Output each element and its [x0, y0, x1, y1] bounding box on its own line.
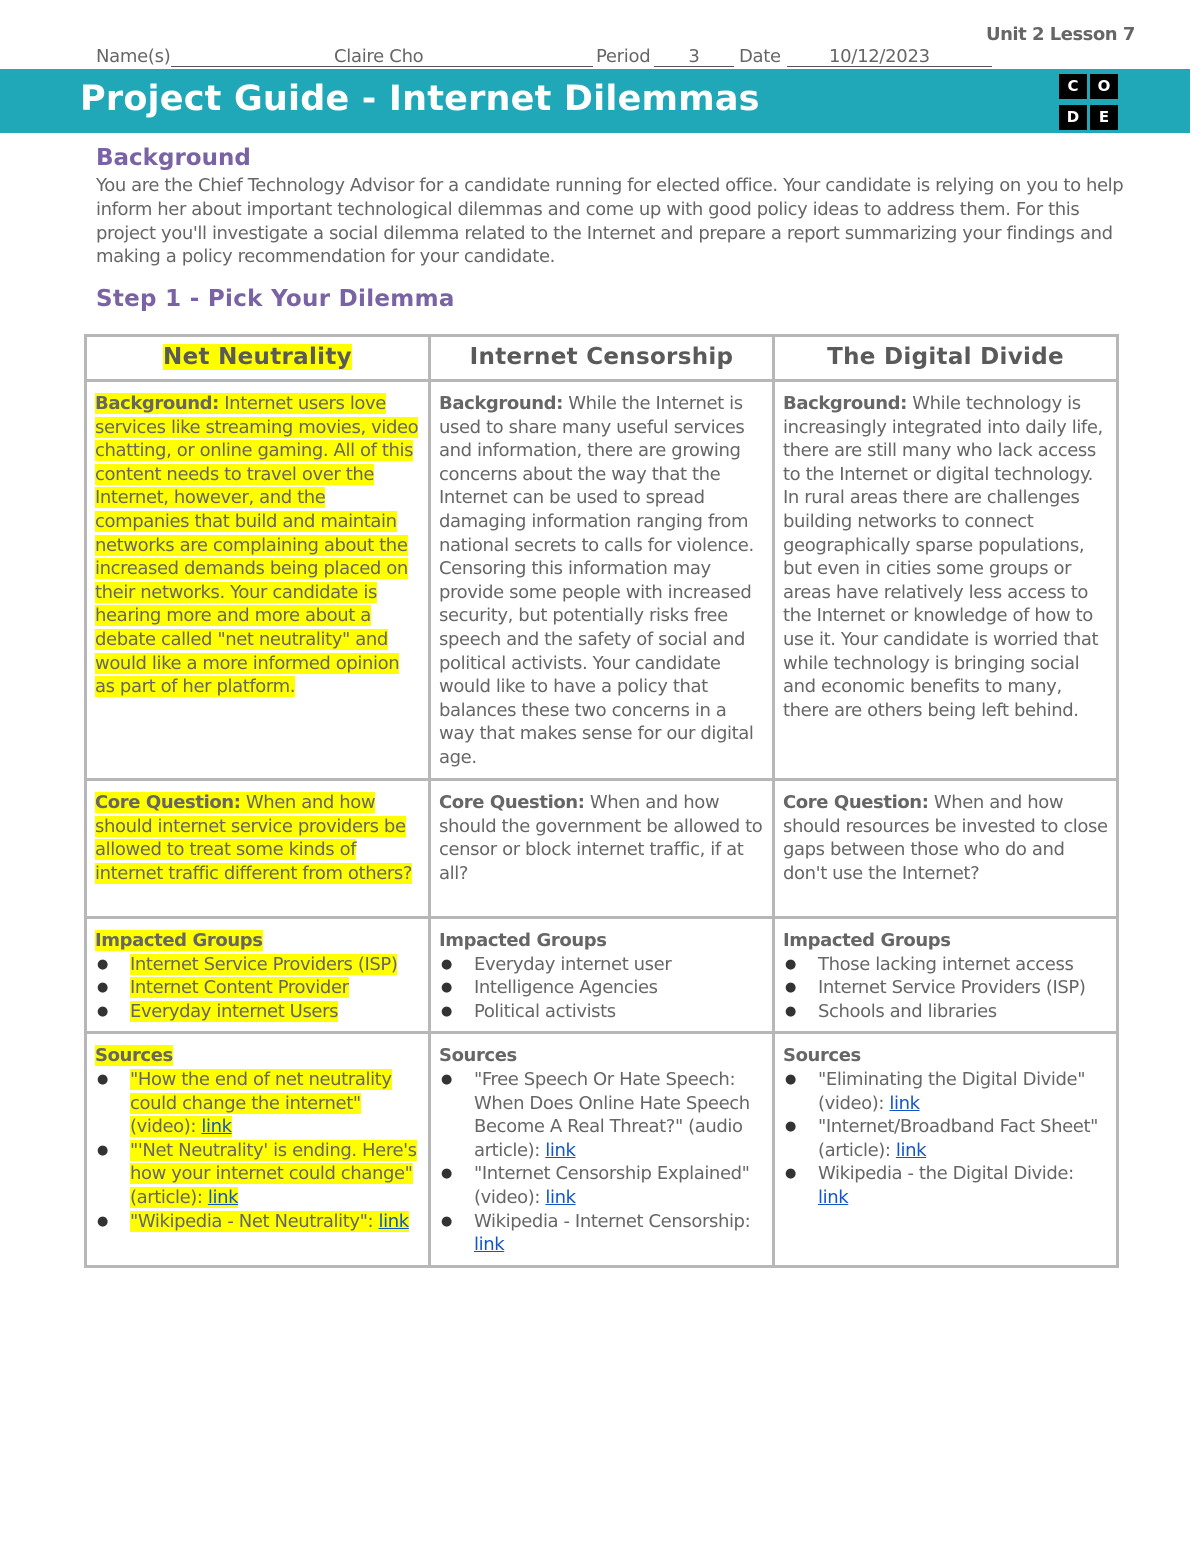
source-item: ● "Free Speech Or Hate Speech: When Does Online Hate Speech Become A Real Threat?" (audio article): link	[439, 1068, 764, 1162]
core-question-label: Core Question:	[783, 792, 929, 813]
period-value: 3	[688, 46, 700, 67]
source-link[interactable]: link	[818, 1186, 849, 1208]
core-question-text: When and how should internet service providers be allowed to treat some kinds of internet traffic different from others?	[95, 792, 413, 884]
core-question-label: Core Question:	[95, 792, 241, 813]
source-item: ● "Wikipedia - Net Neutrality": link	[95, 1210, 420, 1234]
background-text: Internet users love services like streaming movies, video chatting, or online gaming. All of this content needs to travel over the Internet, however, and the companies that build and maintain networks are complaining about the increased demands being placed on their networks. Your candidate is hearing more and more about a debate called "net neutrality" and would like a more informed opinion as part of her platform.	[95, 393, 419, 698]
name-underline-lead	[171, 46, 334, 67]
source-item: ● "Internet Censorship Explained" (video): link	[439, 1162, 764, 1209]
background-label: Background:	[439, 393, 563, 414]
background-text: While technology is increasingly integrated into daily life, there are still many who lack access to the Internet or digital technology. In rural areas there are challenges building networks to connect geographically sparse populations, but even in cities some groups or areas have relatively less access to the Internet or knowledge of how to use it. Your candidate is worried that while technology is bringing social and economic benefits to many, there are others being left behind.	[783, 393, 1103, 721]
dilemma-title-digital-divide: The Digital Divide	[774, 336, 1118, 381]
background-heading: Background	[96, 145, 251, 171]
unit-lesson-label: Unit 2 Lesson 7	[986, 24, 1135, 45]
logo-letter-e: E	[1090, 105, 1118, 130]
source-item: ● "'Net Neutrality' is ending. Here's how your internet could change" (article): link	[95, 1139, 420, 1210]
background-cell-internet-censorship	[430, 381, 774, 780]
dilemma-table	[84, 334, 1119, 1268]
list-item: ● Everyday internet Users	[95, 1000, 420, 1024]
core-question-text: When and how should resources be invested to close gaps between those who do and don't use the Internet?	[783, 792, 1108, 884]
source-link[interactable]: link	[207, 1186, 239, 1208]
source-item: ● Wikipedia - the Digital Divide: link	[783, 1162, 1108, 1209]
source-link[interactable]: link	[545, 1139, 576, 1161]
background-label: Background:	[95, 393, 219, 414]
core-question-text: When and how should the government be allowed to censor or block internet traffic, if at all?	[439, 792, 763, 884]
impacted-groups-label: Impacted Groups	[783, 930, 951, 951]
list-item: ● Internet Service Providers (ISP)	[95, 953, 420, 977]
source-link[interactable]: link	[895, 1139, 927, 1161]
background-text: While the Internet is used to share many useful services and information, there are growing concerns about the way that the Internet can be used to spread damaging information ranging from national secrets to calls for violence. Censoring this information may provide some people with increased security, but potentially risks free speech and the safety of social and political activists. Your candidate would like to have a policy that balances these two concerns in a way that makes sense for our digital age.	[439, 393, 754, 768]
impacted-groups-cell-digital-divide	[774, 918, 1118, 1033]
student-info-row	[96, 46, 996, 68]
source-link[interactable]: link	[889, 1092, 920, 1114]
background-cell-net-neutrality	[86, 381, 430, 780]
list-item: ● Internet Content Provider	[95, 976, 420, 1000]
period-label: Period	[596, 46, 651, 67]
impacted-groups-cell-net-neutrality	[86, 918, 430, 1033]
impacted-groups-label: Impacted Groups	[95, 930, 263, 951]
period-field[interactable]	[654, 46, 734, 67]
core-question-cell-digital-divide	[774, 780, 1118, 918]
sources-cell-internet-censorship	[430, 1033, 774, 1266]
sources-label: Sources	[439, 1045, 517, 1067]
core-question-cell-net-neutrality	[86, 780, 430, 918]
list-item: ● Internet Service Providers (ISP)	[783, 976, 1108, 1000]
source-link[interactable]: link	[378, 1210, 409, 1232]
impacted-groups-label: Impacted Groups	[439, 930, 607, 951]
source-link[interactable]: link	[201, 1116, 232, 1138]
logo-letter-d: D	[1059, 105, 1087, 130]
impacted-groups-row	[86, 918, 1118, 1033]
date-label: Date	[739, 46, 781, 67]
dilemma-title-internet-censorship: Internet Censorship	[430, 336, 774, 381]
list-item: ● Those lacking internet access	[783, 953, 1108, 977]
background-paragraph: You are the Chief Technology Advisor for a candidate running for elected office. Your candidate is relying on you to help inform her about important technological dilemmas and come up with good policy ideas to address them. For this project you'll investigate a social dilemma related to the Internet and prepare a report summarizing your findings and making a policy recommendation for your candidate.	[96, 175, 1124, 268]
code-logo	[1056, 72, 1120, 132]
name-value: Claire Cho	[334, 46, 424, 67]
dilemma-title-net-neutrality: Net Neutrality	[86, 336, 430, 381]
impacted-groups-cell-internet-censorship	[430, 918, 774, 1033]
source-item: ● "Eliminating the Digital Divide" (video): link	[783, 1068, 1108, 1115]
name-field[interactable]	[334, 46, 593, 67]
source-link[interactable]: link	[474, 1234, 505, 1256]
list-item: ● Schools and libraries	[783, 1000, 1108, 1024]
sources-row	[86, 1033, 1118, 1266]
name-label: Name(s)	[96, 46, 171, 67]
list-item: ● Political activists	[439, 1000, 764, 1024]
page-title: Project Guide - Internet Dilemmas	[80, 79, 760, 119]
title-banner	[0, 69, 1190, 133]
list-item: ● Everyday internet user	[439, 953, 764, 977]
logo-letter-o: O	[1090, 74, 1118, 99]
source-item: ● "How the end of net neutrality could change the internet" (video): link	[95, 1068, 420, 1139]
core-question-label: Core Question:	[439, 792, 585, 813]
background-label: Background:	[783, 393, 907, 414]
source-item: ● "Internet/Broadband Fact Sheet" (article): link	[783, 1115, 1108, 1162]
date-value: 10/12/2023	[829, 46, 930, 67]
background-cell-digital-divide	[774, 381, 1118, 780]
background-row	[86, 381, 1118, 780]
list-item: ● Intelligence Agencies	[439, 976, 764, 1000]
core-question-row	[86, 780, 1118, 918]
sources-cell-net-neutrality	[86, 1033, 430, 1266]
date-field[interactable]	[787, 46, 992, 67]
source-item: ● Wikipedia - Internet Censorship: link	[439, 1210, 764, 1257]
sources-cell-digital-divide	[774, 1033, 1118, 1266]
sources-label: Sources	[95, 1045, 173, 1067]
sources-label: Sources	[783, 1045, 861, 1067]
dilemma-title-row	[86, 336, 1118, 381]
source-link[interactable]: link	[545, 1186, 576, 1208]
logo-letter-c: C	[1059, 74, 1087, 99]
step1-heading: Step 1 - Pick Your Dilemma	[96, 286, 455, 312]
core-question-cell-internet-censorship	[430, 780, 774, 918]
